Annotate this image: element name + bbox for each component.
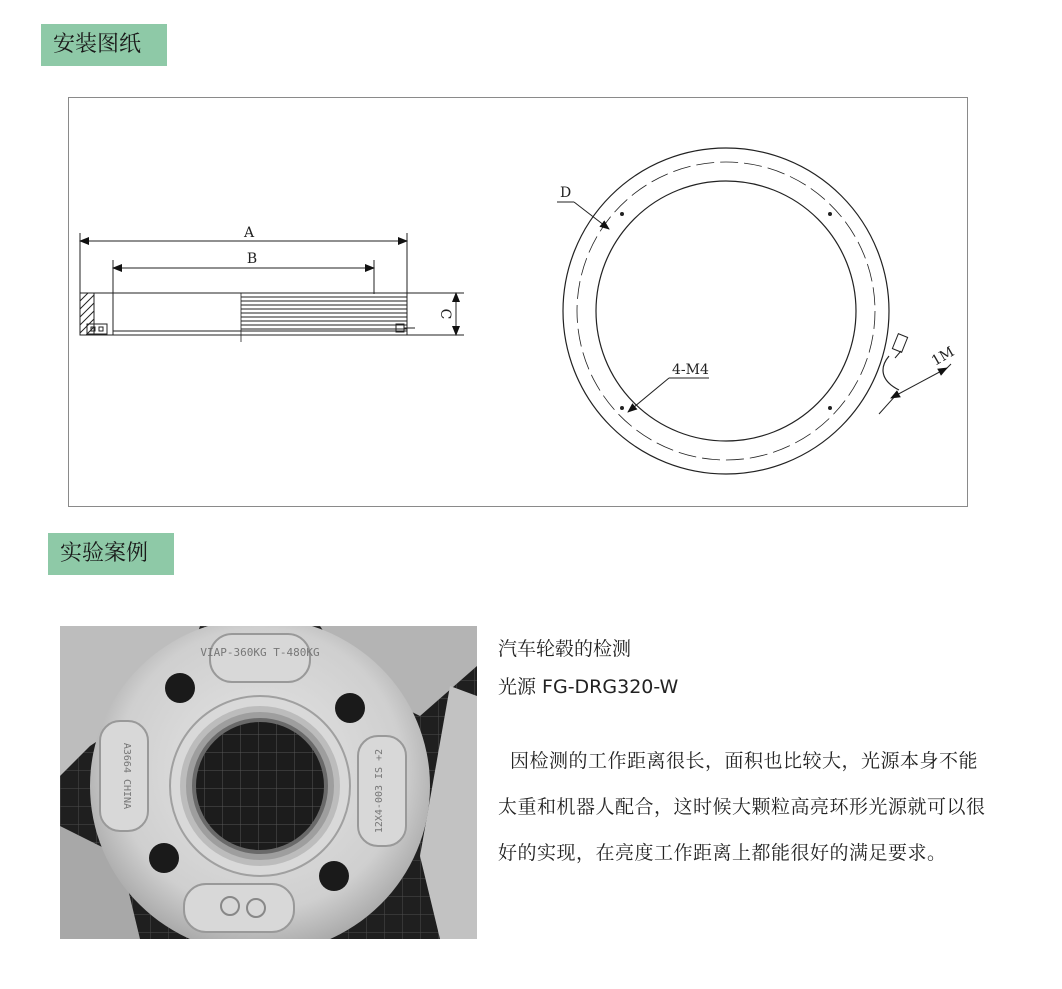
hub-top-marking: VIAP-360KG T-480KG	[200, 646, 320, 659]
case-product: 光源 FG-DRG320-W	[498, 676, 679, 698]
hub-left-marking: A3664 CHINA	[121, 742, 132, 810]
cable-length-label: 1M	[929, 343, 958, 370]
dimension-d-label: D	[560, 185, 572, 201]
installation-drawing	[68, 97, 968, 507]
case-description: 因检测的工作距离很长，面积也比较大，光源本身不能太重和机器人配合，这时候大颗粒高亮环形光源就可以很好的实现，在亮度工作距离上都能很好的满足要求。	[498, 750, 986, 864]
dimension-c-label: C	[437, 308, 453, 320]
install-drawing-heading	[41, 24, 167, 66]
side-view	[80, 233, 464, 342]
technical-drawing-svg	[69, 98, 969, 508]
wheel-hub-photo	[60, 626, 477, 939]
dimension-a-label: A	[243, 225, 255, 241]
install-drawing-title: 安装图纸	[53, 32, 142, 57]
front-view	[557, 148, 951, 474]
dimension-b-label: B	[246, 251, 258, 267]
case-title: 汽车轮毂的检测	[498, 638, 632, 660]
example-title: 实验案例	[60, 541, 149, 566]
wheel-hub-illustration	[60, 626, 477, 939]
hub-right-marking: 12X4-003 IS +2	[374, 748, 385, 834]
example-heading	[48, 533, 174, 575]
thread-4-m4-label: 4-M4	[672, 362, 709, 378]
